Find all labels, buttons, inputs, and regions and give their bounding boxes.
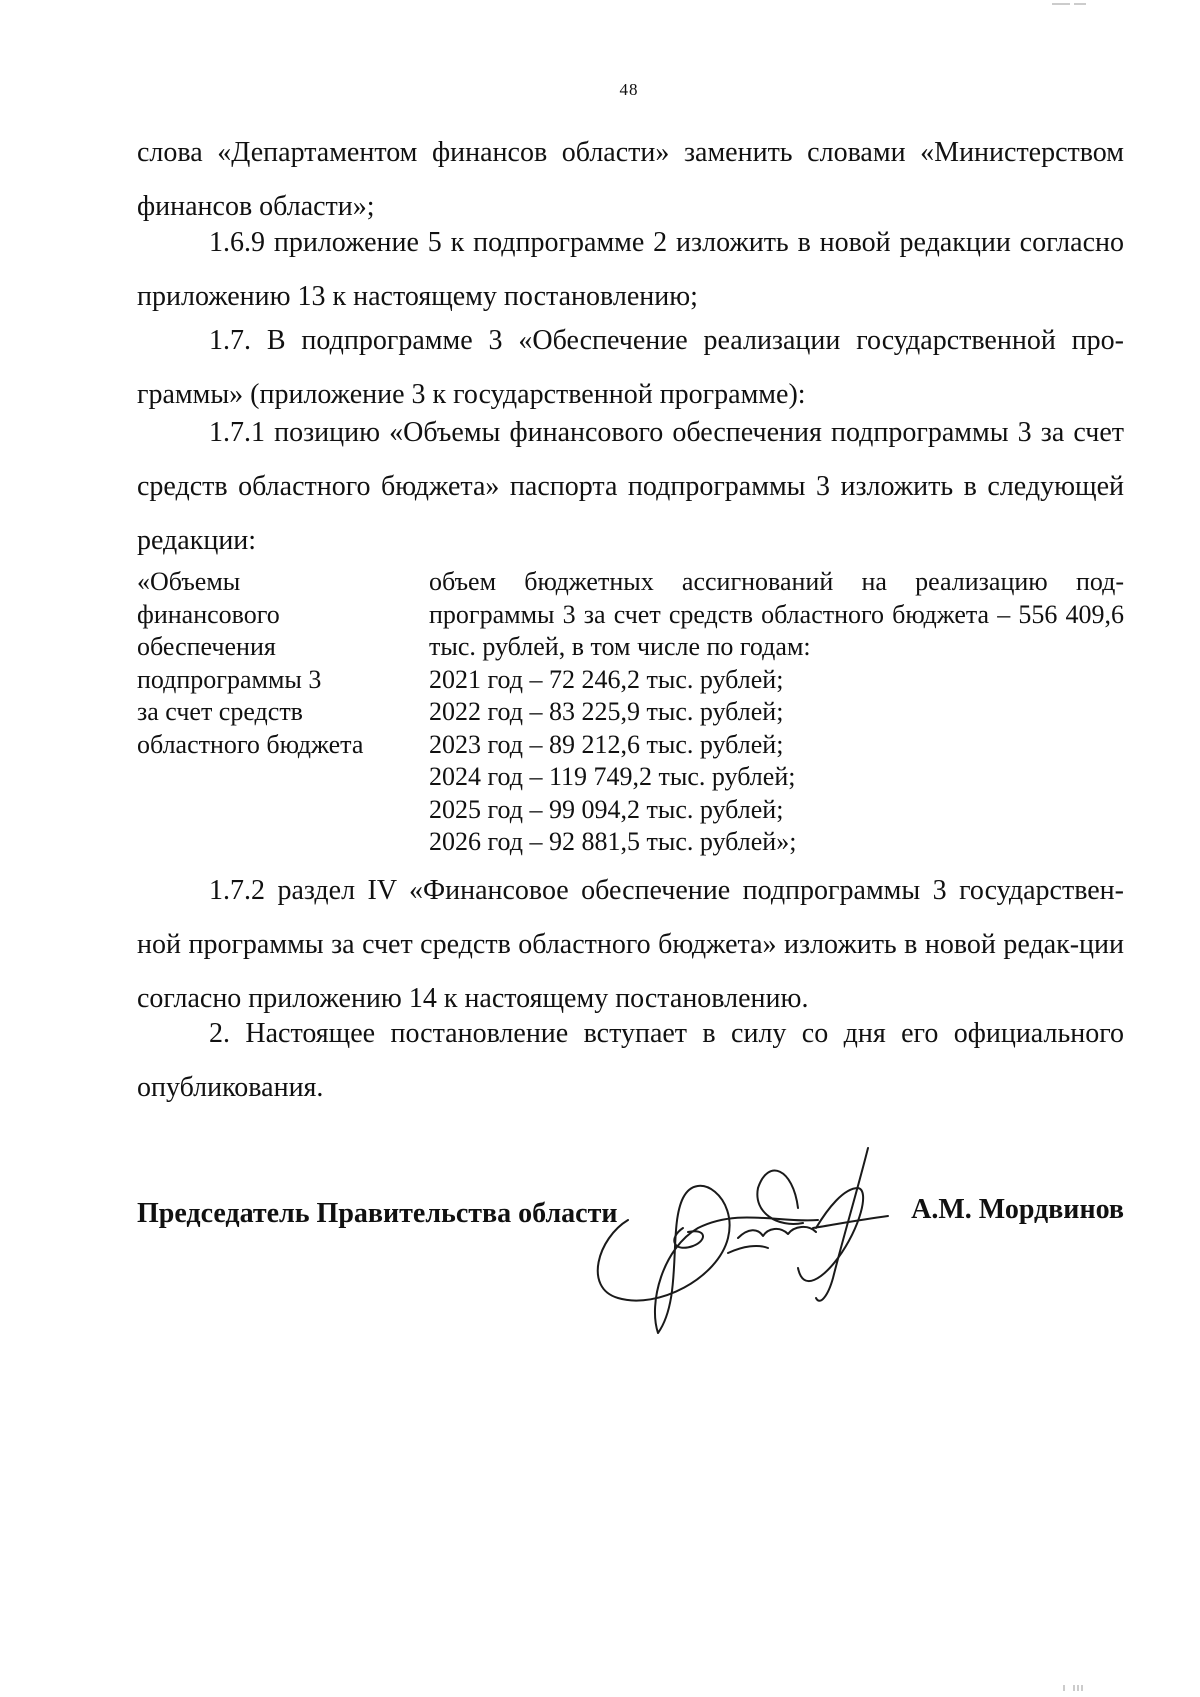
passport-label-line: финансового [137, 599, 280, 629]
paragraph-1-7-1: 1.7.1 позицию «Объемы финансового обеспечения подпрограммы 3 за счет средств областного бюджета» паспорта подпрограммы 3 изложить в следующей редакции: [137, 417, 1124, 556]
passport-intro: объем бюджетных ассигнований на реализацию под-программы 3 за счет средств областного бюджета – 556 409,6 тыс. рублей, в том числе по годам: [429, 567, 1124, 661]
passport-label-line: обеспечения [137, 632, 276, 661]
passport-year-2023: 2023 год – 89 212,6 тыс. рублей; [429, 729, 784, 759]
passport-funding-table [137, 566, 1124, 856]
passport-year-2026: 2026 год – 92 881,5 тыс. рублей»; [429, 827, 797, 856]
paragraph-1-6-9: 1.6.9 приложение 5 к подпрограмме 2 изложить в новой редакции согласно приложению 13 к настоящему постановлению; [137, 227, 1124, 312]
paragraph-1-7-2: 1.7.2 раздел IV «Финансовое обеспечение подпрограммы 3 государствен-ной программы за счет средств областного бюджета» изложить в новой редак-ции согласно приложению 14 к настоящему постановлению. [137, 875, 1124, 1014]
page-number: 48 [619, 80, 639, 99]
passport-value [429, 566, 1124, 859]
passport-year-2024: 2024 год – 119 749,2 тыс. рублей; [429, 762, 796, 791]
passport-label [137, 566, 407, 761]
passport-label-line: областного бюджета [137, 729, 364, 759]
scan-edge-mark [1060, 1684, 1100, 1692]
passport-year-2021: 2021 год – 72 246,2 тыс. рублей; [429, 664, 784, 694]
paragraph-replace-words: слова «Департаментом финансов области» заменить словами «Министерством финансов области»; [137, 137, 1124, 222]
passport-label-line: «Объемы [137, 567, 241, 596]
signatory-name: А.М. Мордвинов [911, 1194, 1124, 1225]
passport-label-line: подпрограммы 3 [137, 664, 322, 694]
handwritten-signature [588, 1128, 938, 1338]
signatory-title: Председатель Правительства области [137, 1198, 618, 1229]
passport-label-line: за счет средств [137, 697, 303, 726]
passport-year-2022: 2022 год – 83 225,9 тыс. рублей; [429, 697, 784, 726]
scan-edge-mark [1050, 0, 1090, 8]
paragraph-1-7: 1.7. В подпрограмме 3 «Обеспечение реализации государственной про-граммы» (приложение 3 к государственной программе): [137, 325, 1124, 410]
passport-year-2025: 2025 год – 99 094,2 тыс. рублей; [429, 794, 784, 824]
paragraph-2-entry-into-force: 2. Настоящее постановление вступает в силу со дня его официального опубликования. [137, 1018, 1124, 1103]
